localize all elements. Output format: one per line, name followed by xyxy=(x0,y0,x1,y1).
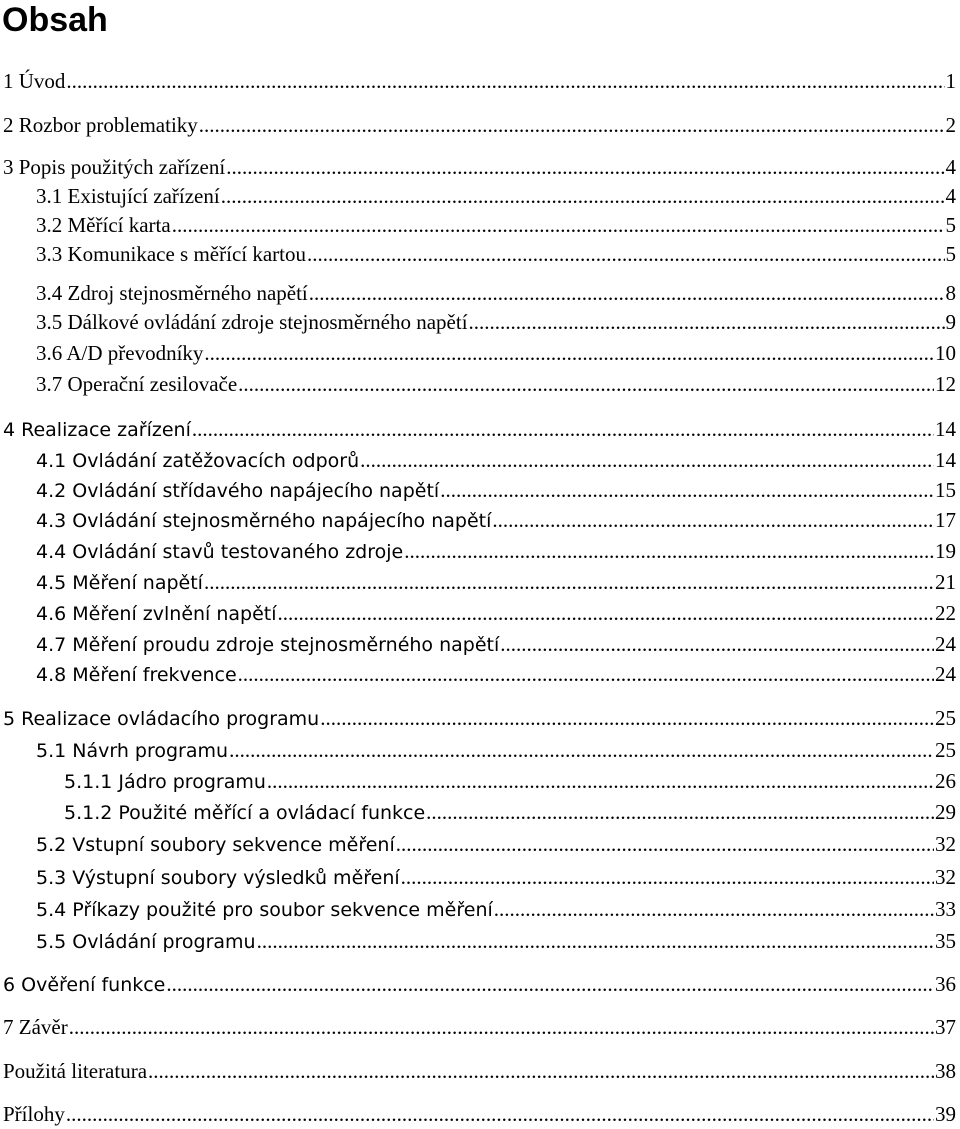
toc-entry-label: 3.6 A/D převodníky xyxy=(36,341,204,365)
toc-entry-page: 14 xyxy=(935,417,956,441)
toc-entry-label: 6 Ověření funkce xyxy=(3,974,166,996)
toc-entry-page: 39 xyxy=(935,1102,956,1126)
toc-entry-label: Použitá literatura xyxy=(3,1059,148,1083)
toc-entry-label: 3.1 Existující zařízení xyxy=(36,184,220,208)
toc-entry-label: 4.8 Měření frekvence xyxy=(36,664,237,686)
toc-entry[interactable] xyxy=(64,769,956,794)
toc-entry-label: 3 Popis použitých zařízení xyxy=(3,155,226,179)
dot-leader xyxy=(66,69,944,93)
toc-entry-page: 12 xyxy=(935,372,956,396)
toc-entry-page: 26 xyxy=(935,769,956,793)
toc-entry-page: 9 xyxy=(945,310,956,334)
toc-entry-label: 5.1.2 Použité měřící a ovládací funkce xyxy=(64,802,426,824)
dot-leader xyxy=(440,478,934,502)
toc-entry-label: 4.1 Ovládání zatěžovacích odporů xyxy=(36,450,360,472)
toc-entry-page: 5 xyxy=(945,213,956,237)
toc-entry[interactable] xyxy=(3,417,956,442)
toc-entry-label: 4.2 Ovládání střídavého napájecího napětí xyxy=(36,480,440,502)
dot-leader xyxy=(229,738,934,762)
toc-entry-label: 1 Úvod xyxy=(3,69,66,93)
toc-entry-page: 4 xyxy=(945,184,956,208)
toc-entry-label: 3.3 Komunikace s měřící kartou xyxy=(36,242,307,266)
toc-entry[interactable] xyxy=(3,155,956,179)
toc-entry-label: 2 Rozbor problematiky xyxy=(3,113,198,137)
toc-entry-page: 25 xyxy=(935,738,956,762)
toc-entry-page: 32 xyxy=(935,832,956,856)
dot-leader xyxy=(469,310,945,334)
dot-leader xyxy=(69,1015,934,1039)
dot-leader xyxy=(166,972,934,996)
toc-entry-label: 4.5 Měření napětí xyxy=(36,572,203,594)
dot-leader xyxy=(500,632,934,656)
dot-leader xyxy=(238,662,934,686)
dot-leader xyxy=(226,155,944,179)
toc-entry[interactable] xyxy=(36,281,956,305)
toc-entry-label: 5 Realizace ovládacího programu xyxy=(3,708,320,730)
toc-entry[interactable] xyxy=(36,448,956,473)
dot-leader xyxy=(309,281,945,305)
toc-entry-label: 3.4 Zdroj stejnosměrného napětí xyxy=(36,281,308,305)
toc-entry-page: 32 xyxy=(935,865,956,889)
toc-entry[interactable] xyxy=(36,341,956,365)
dot-leader xyxy=(221,184,945,208)
toc-entry-page: 36 xyxy=(935,972,956,996)
toc-entry-label: 4.3 Ovládání stejnosměrného napájecího napětí xyxy=(36,510,492,532)
dot-leader xyxy=(204,570,934,594)
toc-entry-label: 3.5 Dálkové ovládání zdroje stejnosměrného napětí xyxy=(36,310,468,334)
toc-entry[interactable] xyxy=(36,601,956,626)
toc-entry[interactable] xyxy=(3,69,956,93)
dot-leader xyxy=(494,897,934,921)
toc-entry-page: 24 xyxy=(935,632,956,656)
toc-entry[interactable] xyxy=(3,1102,956,1126)
toc-entry-label: Přílohy xyxy=(3,1102,65,1126)
toc-entry-page: 38 xyxy=(935,1059,956,1083)
toc-entry[interactable] xyxy=(36,632,956,657)
toc-entry-page: 14 xyxy=(935,448,956,472)
toc-entry-page: 17 xyxy=(935,508,956,532)
toc-entry[interactable] xyxy=(36,832,956,857)
toc-entry-page: 29 xyxy=(935,800,956,824)
dot-leader xyxy=(199,113,945,137)
toc-entry[interactable] xyxy=(36,738,956,763)
dot-leader xyxy=(257,929,934,953)
toc-entry-label: 5.5 Ovládání programu xyxy=(36,931,256,953)
toc-entry[interactable] xyxy=(36,242,956,266)
toc-entry-label: 4.7 Měření proudu zdroje stejnosměrného napětí xyxy=(36,634,500,656)
dot-leader xyxy=(396,832,934,856)
dot-leader xyxy=(172,213,945,237)
dot-leader xyxy=(267,769,934,793)
toc-entry[interactable] xyxy=(36,508,956,533)
dot-leader xyxy=(401,865,934,889)
toc-entry[interactable] xyxy=(36,213,956,237)
toc-entry-label: 4 Realizace zařízení xyxy=(3,419,191,441)
toc-entry-page: 2 xyxy=(945,113,956,137)
dot-leader xyxy=(307,242,944,266)
toc-entry-page: 15 xyxy=(935,478,956,502)
toc-entry-label: 5.1 Návrh programu xyxy=(36,740,229,762)
toc-entry-label: 5.3 Výstupní soubory výsledků měření xyxy=(36,867,400,889)
toc-entry-page: 22 xyxy=(935,601,956,625)
page-title: Obsah xyxy=(2,1,108,39)
dot-leader xyxy=(320,706,934,730)
toc-entry-label: 5.4 Příkazy použité pro soubor sekvence měření xyxy=(36,899,493,921)
toc-entry[interactable] xyxy=(36,929,956,954)
toc-entry-page: 21 xyxy=(935,570,956,594)
toc-entry-label: 7 Závěr xyxy=(3,1015,68,1039)
toc-entry-page: 8 xyxy=(945,281,956,305)
dot-leader xyxy=(492,508,934,532)
toc-entry-label: 3.2 Měřící karta xyxy=(36,213,171,237)
dot-leader xyxy=(192,417,934,441)
dot-leader xyxy=(426,800,934,824)
dot-leader xyxy=(404,539,934,563)
toc-entry[interactable] xyxy=(36,865,956,890)
toc-entry[interactable] xyxy=(36,897,956,922)
toc-entry[interactable] xyxy=(36,310,956,334)
toc-entry-page: 1 xyxy=(945,69,956,93)
toc-entry-page: 24 xyxy=(935,662,956,686)
toc-entry-label: 4.4 Ovládání stavů testovaného zdroje xyxy=(36,541,404,563)
toc-entry-page: 37 xyxy=(935,1015,956,1039)
toc-entry-label: 3.7 Operační zesilovače xyxy=(36,372,238,396)
toc-entry[interactable] xyxy=(36,570,956,595)
toc-entry-page: 5 xyxy=(945,242,956,266)
toc-entry-page: 4 xyxy=(945,155,956,179)
toc-entry-label: 5.1.1 Jádro programu xyxy=(64,771,266,793)
toc-entry[interactable] xyxy=(3,113,956,137)
toc-entry-page: 25 xyxy=(935,706,956,730)
dot-leader xyxy=(360,448,934,472)
toc-entry[interactable] xyxy=(36,539,956,564)
toc-entry-page: 19 xyxy=(935,539,956,563)
toc-entry-label: 5.2 Vstupní soubory sekvence měření xyxy=(36,834,395,856)
dot-leader xyxy=(66,1102,934,1126)
dot-leader xyxy=(238,372,934,396)
dot-leader xyxy=(278,601,934,625)
toc-entry[interactable] xyxy=(36,372,956,396)
toc-entry[interactable] xyxy=(36,662,956,687)
toc-entry[interactable] xyxy=(36,478,956,503)
toc-entry[interactable] xyxy=(3,1015,956,1039)
toc-entry[interactable] xyxy=(64,800,956,825)
toc-entry[interactable] xyxy=(36,184,956,208)
toc-entry[interactable] xyxy=(3,972,956,997)
dot-leader xyxy=(148,1059,934,1083)
toc-entry[interactable] xyxy=(3,706,956,731)
toc-entry-page: 10 xyxy=(935,341,956,365)
toc-entry[interactable] xyxy=(3,1059,956,1083)
toc-entry-page: 35 xyxy=(935,929,956,953)
toc-entry-page: 33 xyxy=(935,897,956,921)
toc-entry-label: 4.6 Měření zvlnění napětí xyxy=(36,603,277,625)
dot-leader xyxy=(204,341,934,365)
